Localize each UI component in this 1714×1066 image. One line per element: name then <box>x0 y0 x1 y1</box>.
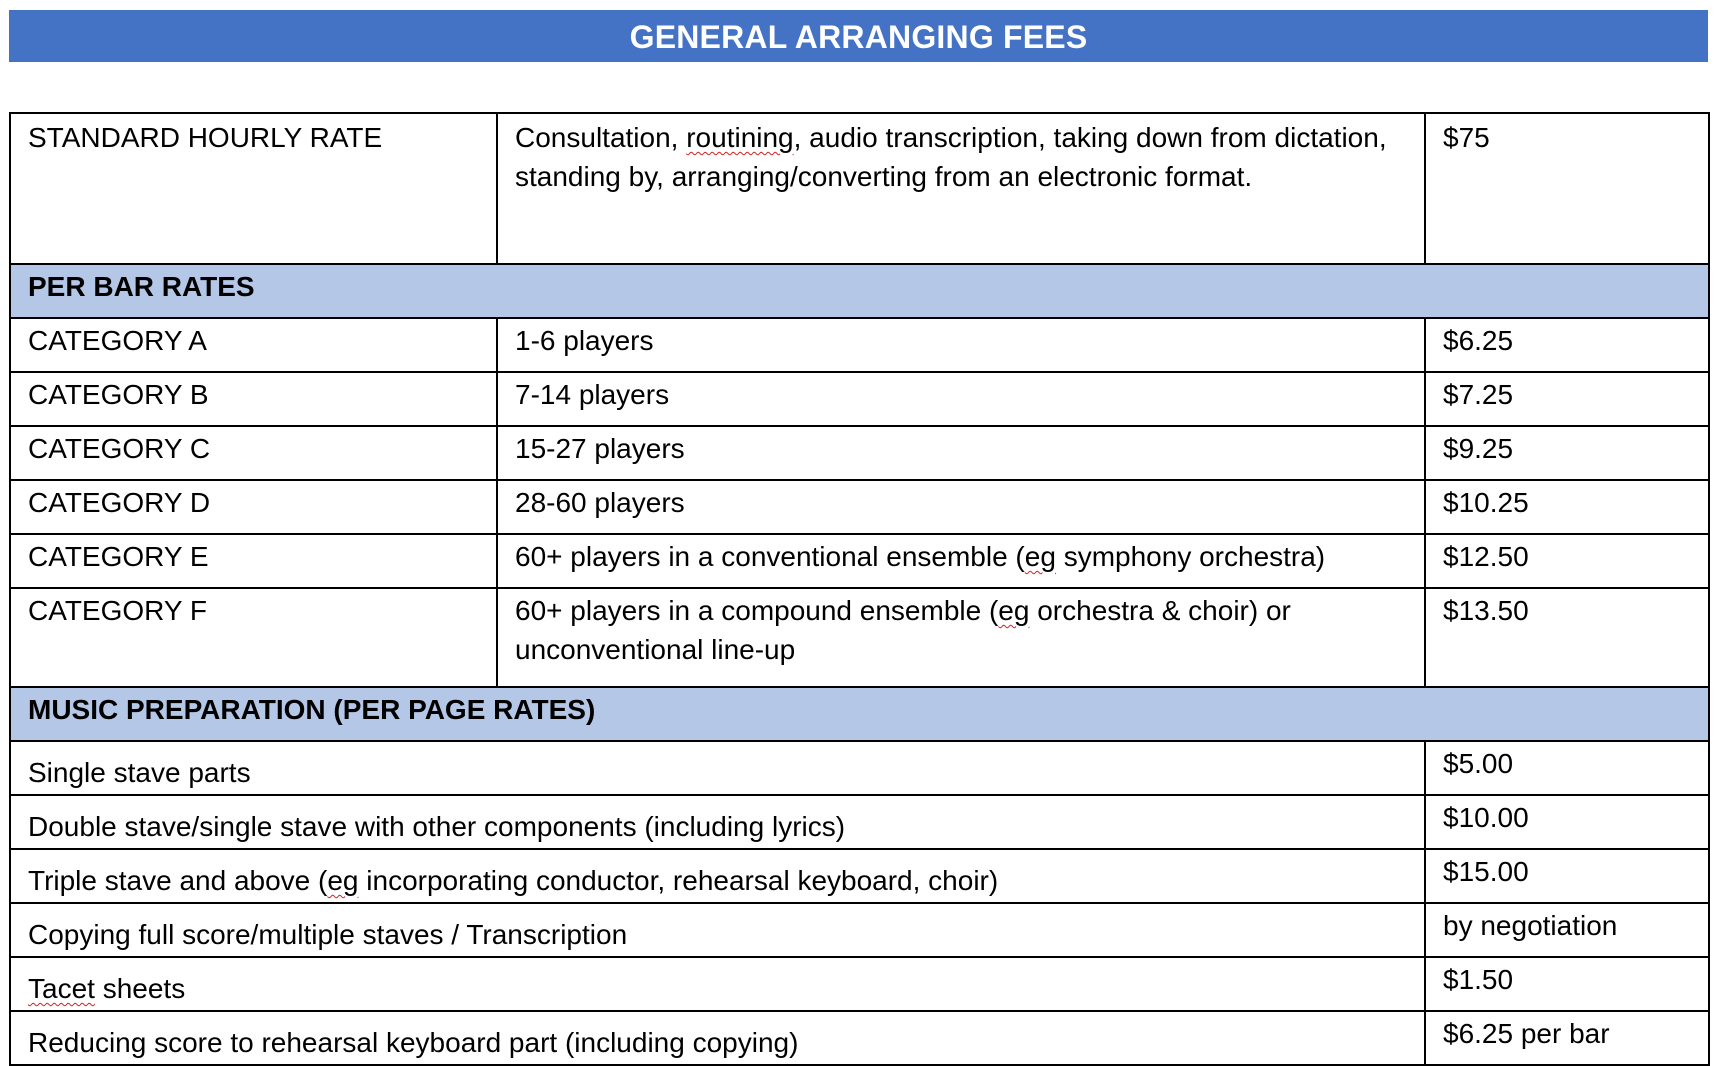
table-row <box>10 372 1709 426</box>
spellcheck-flag: eg <box>998 595 1030 626</box>
prep-item-label: Copying full score/multiple staves / Transcription <box>10 903 1425 957</box>
category-description: 15-27 players <box>497 426 1425 480</box>
table-row <box>10 957 1709 1011</box>
hourly-rate-row <box>10 113 1709 264</box>
prep-item-rate: $15.00 <box>1425 849 1709 903</box>
spellcheck-flag: eg <box>1024 541 1056 572</box>
category-description: 60+ players in a conventional ensemble (eg symphony orchestra) <box>497 534 1425 588</box>
prep-item-rate: $1.50 <box>1425 957 1709 1011</box>
category-label: CATEGORY B <box>10 372 497 426</box>
category-label: CATEGORY C <box>10 426 497 480</box>
prep-item-rate: $5.00 <box>1425 741 1709 795</box>
category-description: 28-60 players <box>497 480 1425 534</box>
category-label: CATEGORY E <box>10 534 497 588</box>
category-rate: $7.25 <box>1425 372 1709 426</box>
hourly-rate-label: STANDARD HOURLY RATE <box>10 113 497 264</box>
category-label: CATEGORY F <box>10 588 497 687</box>
category-rate: $6.25 <box>1425 318 1709 372</box>
table-row <box>10 426 1709 480</box>
category-rate: $13.50 <box>1425 588 1709 687</box>
category-description: 1-6 players <box>497 318 1425 372</box>
fees-table <box>9 112 1710 1066</box>
table-row <box>10 1011 1709 1065</box>
table-row <box>10 480 1709 534</box>
hourly-rate-value: $75 <box>1425 113 1709 264</box>
spellcheck-flag: eg <box>327 865 359 896</box>
prep-item-label: Double stave/single stave with other components (including lyrics) <box>10 795 1425 849</box>
category-rate: $12.50 <box>1425 534 1709 588</box>
section-header-per-bar <box>10 264 1709 318</box>
category-label: CATEGORY A <box>10 318 497 372</box>
prep-item-label: Tacet sheets <box>10 957 1425 1011</box>
spellcheck-flag: routining <box>686 122 794 153</box>
section-title: MUSIC PREPARATION (PER PAGE RATES) <box>10 687 1709 741</box>
prep-item-rate: $10.00 <box>1425 795 1709 849</box>
section-header-music-prep <box>10 687 1709 741</box>
prep-item-label: Single stave parts <box>10 741 1425 795</box>
table-row <box>10 534 1709 588</box>
prep-item-label: Reducing score to rehearsal keyboard part (including copying) <box>10 1011 1425 1065</box>
category-description: 7-14 players <box>497 372 1425 426</box>
section-title: PER BAR RATES <box>10 264 1709 318</box>
category-rate: $9.25 <box>1425 426 1709 480</box>
spellcheck-flag: Tacet <box>28 973 95 1004</box>
table-row <box>10 903 1709 957</box>
category-description: 60+ players in a compound ensemble (eg orchestra & choir) or unconventional line-up <box>497 588 1425 687</box>
table-row <box>10 849 1709 903</box>
table-row <box>10 795 1709 849</box>
table-row <box>10 588 1709 687</box>
category-label: CATEGORY D <box>10 480 497 534</box>
table-row <box>10 318 1709 372</box>
page-title: GENERAL ARRANGING FEES <box>9 10 1708 62</box>
category-rate: $10.25 <box>1425 480 1709 534</box>
prep-item-label: Triple stave and above (eg incorporating conductor, rehearsal keyboard, choir) <box>10 849 1425 903</box>
prep-item-rate: $6.25 per bar <box>1425 1011 1709 1065</box>
table-row <box>10 741 1709 795</box>
hourly-rate-description: Consultation, routining, audio transcription, taking down from dictation, standing by, arranging/converting from an electronic format. <box>497 113 1425 264</box>
prep-item-rate: by negotiation <box>1425 903 1709 957</box>
